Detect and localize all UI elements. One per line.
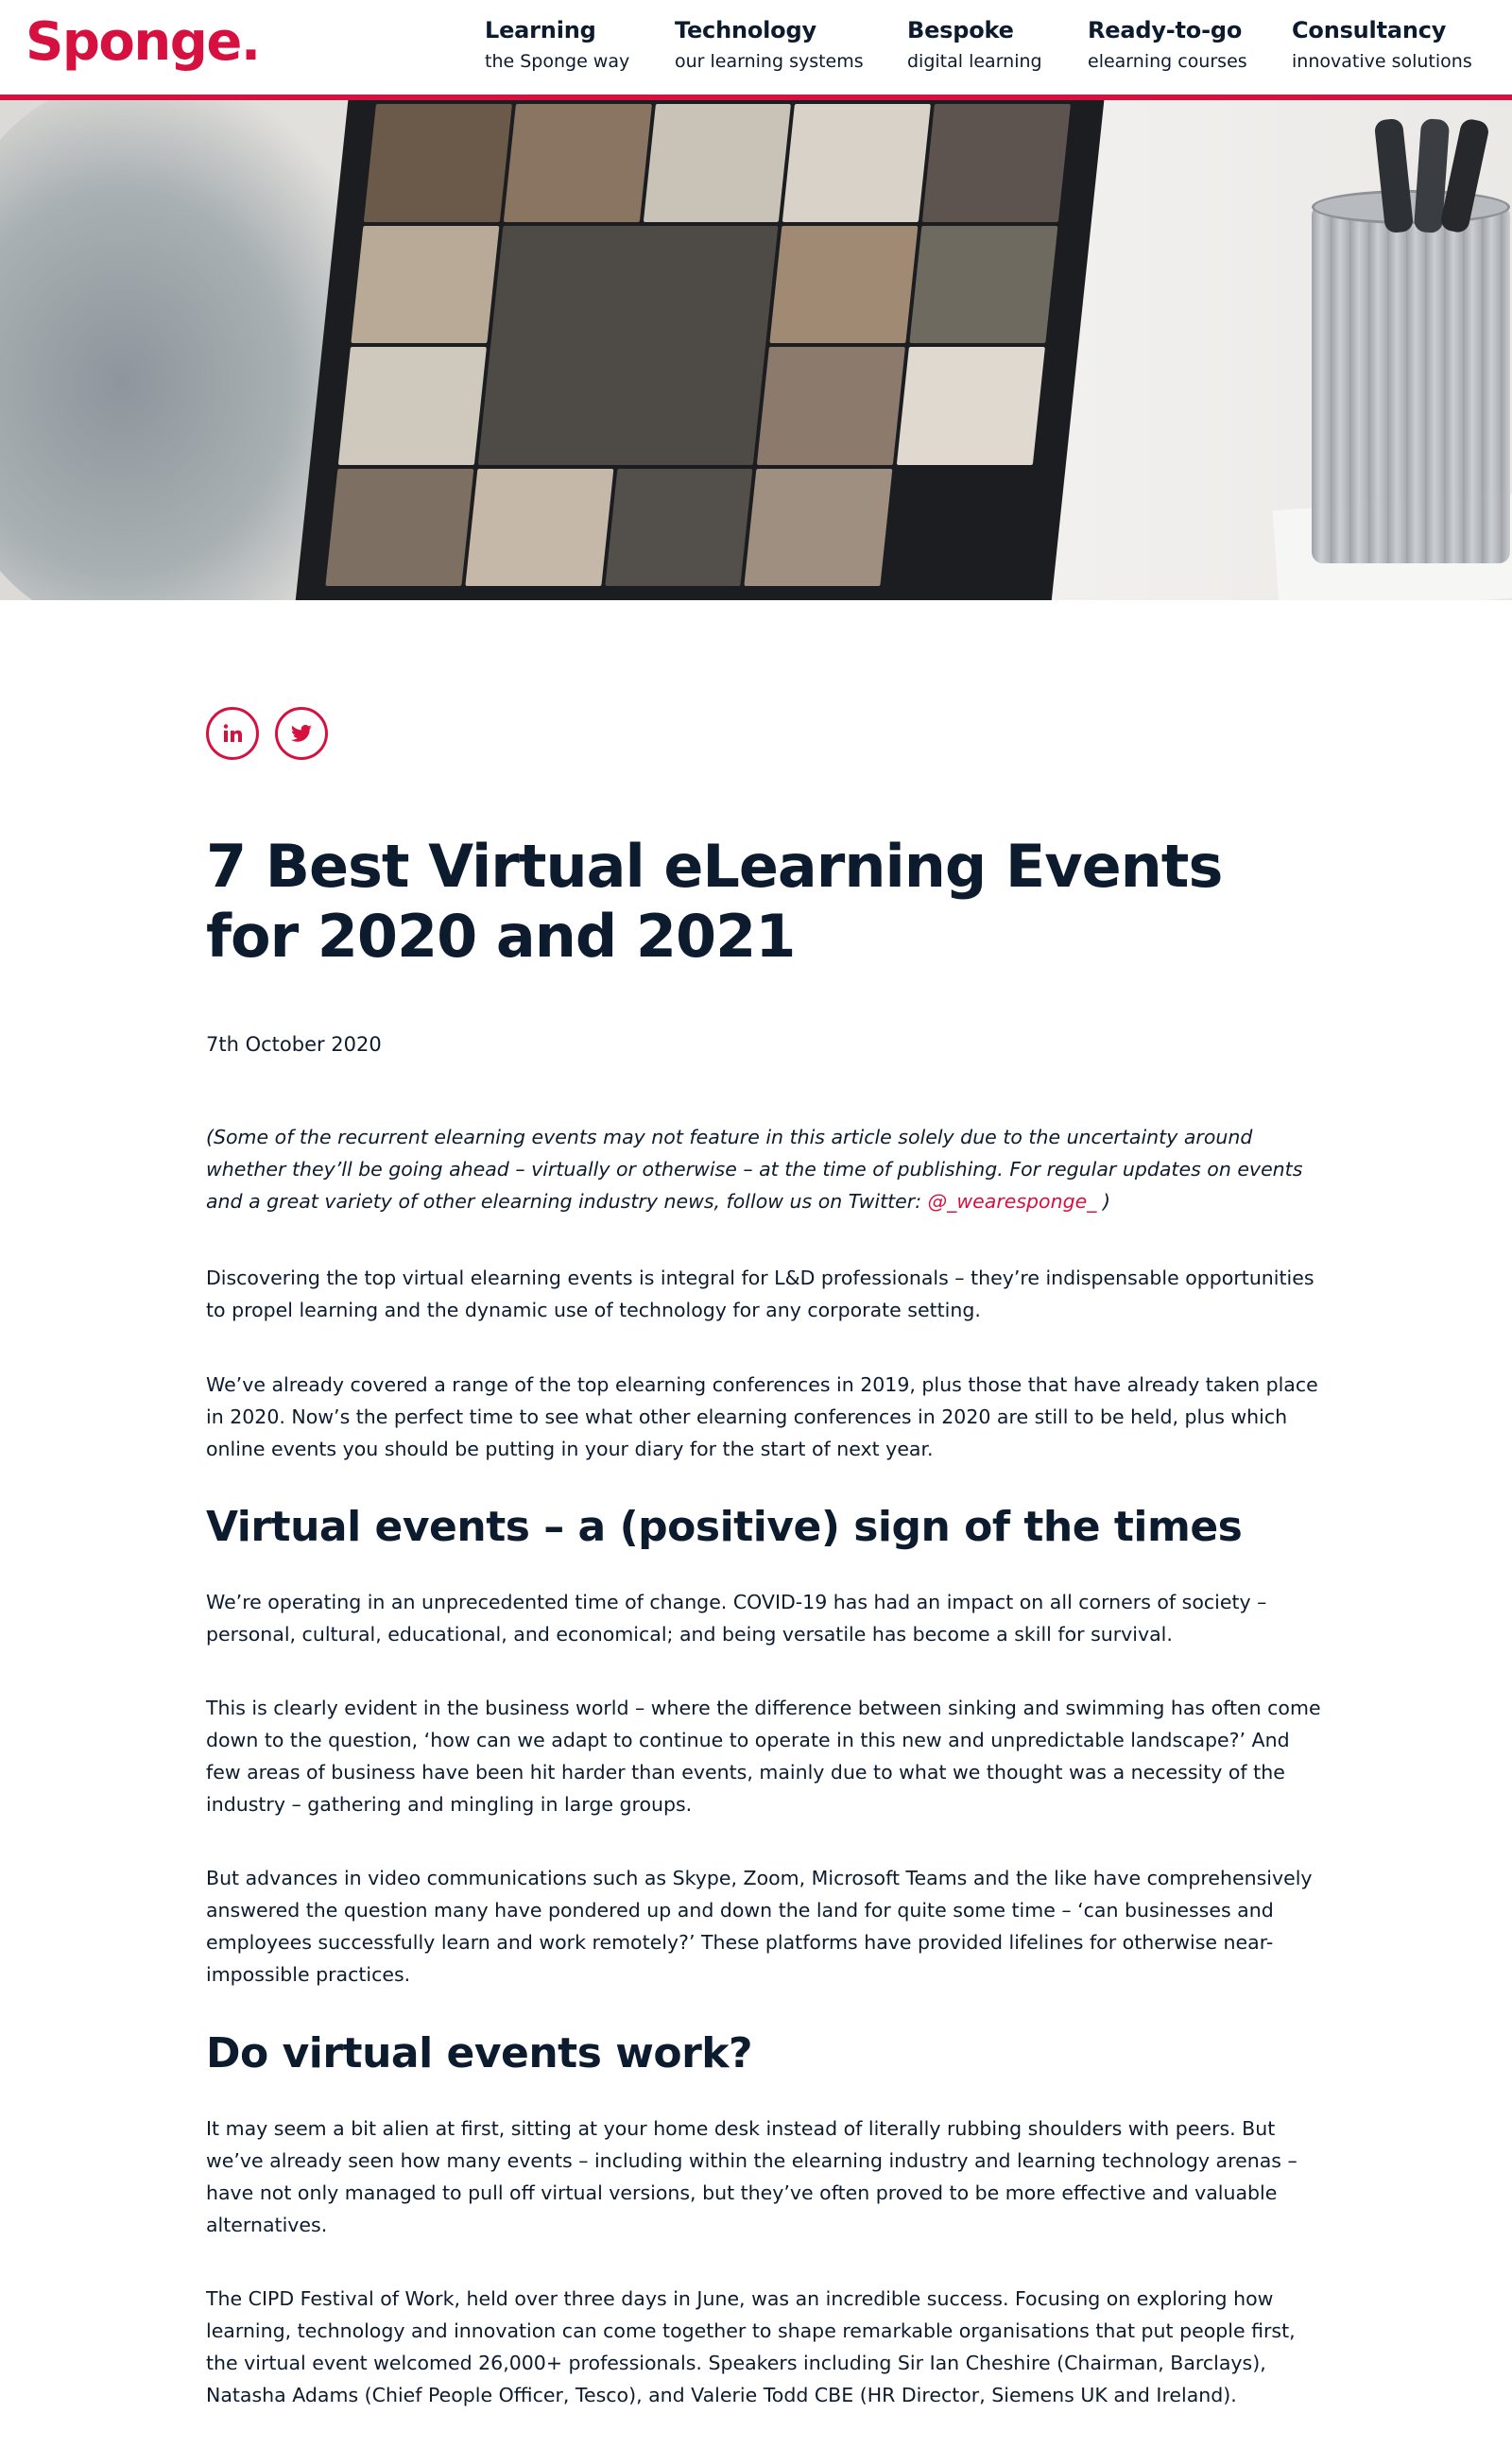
video-tile xyxy=(757,347,905,465)
video-tile xyxy=(782,104,931,222)
video-call-grid xyxy=(325,104,1071,586)
laptop-illustration xyxy=(294,100,1106,600)
nav-item-bespoke[interactable] xyxy=(907,15,1042,78)
video-tile xyxy=(910,226,1058,344)
article-intro-note xyxy=(206,1121,1321,1217)
nav-subtitle: elearning courses xyxy=(1088,51,1247,72)
video-tile xyxy=(897,347,1045,465)
article-paragraph: But advances in video communications such as Skype, Zoom, Microsoft Teams and the like have comprehensively answered the question many have pondered up and down the land for quite some time – ‘can businesses and employees successfully learn and work remotely?’ These platforms have provided lifelines for otherwise near-impossible practices. xyxy=(206,1867,1313,1986)
nav-title: Ready-to-go xyxy=(1088,17,1243,43)
nav-title: Bespoke xyxy=(907,17,1014,43)
article-paragraph: The CIPD Festival of Work, held over three days in June, was an incredible success. Focusing on exploring how learning, technology and innovation can come together to shape remarkable organisations that put people first, the virtual event welcomed 26,000+ professionals. Speakers including Sir Ian Cheshire (Chairman, Barclays), Natasha Adams (Chief People Officer, Tesco), and Valerie Todd CBE (HR Director, Siemens UK and Ireland). xyxy=(206,2287,1296,2406)
video-tile xyxy=(922,104,1071,222)
nav-item-consultancy[interactable] xyxy=(1292,15,1472,78)
intro-note-close: ) xyxy=(1096,1190,1110,1213)
nav-subtitle: innovative solutions xyxy=(1292,51,1472,72)
linkedin-icon xyxy=(221,722,244,745)
video-tile xyxy=(351,226,499,344)
twitter-handle-link[interactable]: @_wearesponge_ xyxy=(927,1190,1097,1213)
nav-subtitle: digital learning xyxy=(907,51,1042,72)
article-paragraph: We’ve already covered a range of the top elearning conferences in 2019, plus those that have already taken place in 2020. Now’s the perfect time to see what other elearning conferences in 2020 are still to be held, plus which online events you should be putting in your diary for the start of next year. xyxy=(206,1373,1318,1460)
sponge-logo[interactable]: Sponge. xyxy=(26,11,260,73)
nav-item-technology[interactable] xyxy=(675,15,864,78)
nav-item-ready-to-go[interactable] xyxy=(1088,15,1247,78)
article-paragraph: It may seem a bit alien at first, sitting at your home desk instead of literally rubbing shoulders with peers. But we’ve already seen how many events – including within the elearning industry and learning technology arenas – have not only managed to pull off virtual versions, but they’ve often proved to be more effective and valuable alternatives. xyxy=(206,2117,1297,2236)
site-header xyxy=(0,0,1512,97)
section-heading: Virtual events – a (positive) sign of the times xyxy=(206,1503,1243,1551)
intro-note-text: (Some of the recurrent elearning events may not feature in this article solely due to the uncertainty around whether they’ll be going ahead – virtually or otherwise – at the time of publishing. For regular updates on events and a great variety of other elearning industry news, follow us on Twitter: xyxy=(206,1126,1303,1213)
article-paragraph: Discovering the top virtual elearning events is integral for L&D professionals – they’re indispensable opportunities to propel learning and the dynamic use of technology for any corporate setting. xyxy=(206,1267,1314,1321)
video-tile xyxy=(325,469,473,587)
nav-item-learning[interactable] xyxy=(485,15,629,78)
video-tile xyxy=(364,104,512,222)
hero-image-video-call xyxy=(0,100,1512,600)
article-date: 7th October 2020 xyxy=(206,1033,382,1056)
nav-subtitle: our learning systems xyxy=(675,51,864,72)
article-paragraph: This is clearly evident in the business world – where the difference between sinking and swimming has often come down to the question, ‘how can we adapt to continue to operate in this new and unpredictable landscape?’ And few areas of business have been hit harder than events, mainly due to what we thought was a necessity of the industry – gathering and mingling in large groups. xyxy=(206,1697,1321,1816)
video-tile xyxy=(465,469,613,587)
video-tile xyxy=(504,104,652,222)
section-heading: Do virtual events work? xyxy=(206,2029,753,2077)
nav-subtitle: the Sponge way xyxy=(485,51,630,72)
video-tile xyxy=(605,469,753,587)
pen-holder xyxy=(1312,204,1510,563)
video-tile xyxy=(338,347,487,465)
nav-title: Learning xyxy=(485,17,596,43)
twitter-icon xyxy=(290,722,313,745)
video-tile-main xyxy=(478,226,779,465)
video-tile xyxy=(745,469,893,587)
linkedin-share-button[interactable] xyxy=(206,707,259,760)
video-tile xyxy=(770,226,919,344)
video-tile xyxy=(643,104,791,222)
article-paragraph: We’re operating in an unprecedented time of change. COVID-19 has had an impact on all corners of society – personal, cultural, educational, and economical; and being versatile has become a skill for survival. xyxy=(206,1591,1267,1646)
twitter-share-button[interactable] xyxy=(275,707,328,760)
article-title: 7 Best Virtual eLearning Events for 2020 and 2021 xyxy=(206,832,1223,971)
nav-title: Technology xyxy=(675,17,816,43)
nav-title: Consultancy xyxy=(1292,17,1447,43)
